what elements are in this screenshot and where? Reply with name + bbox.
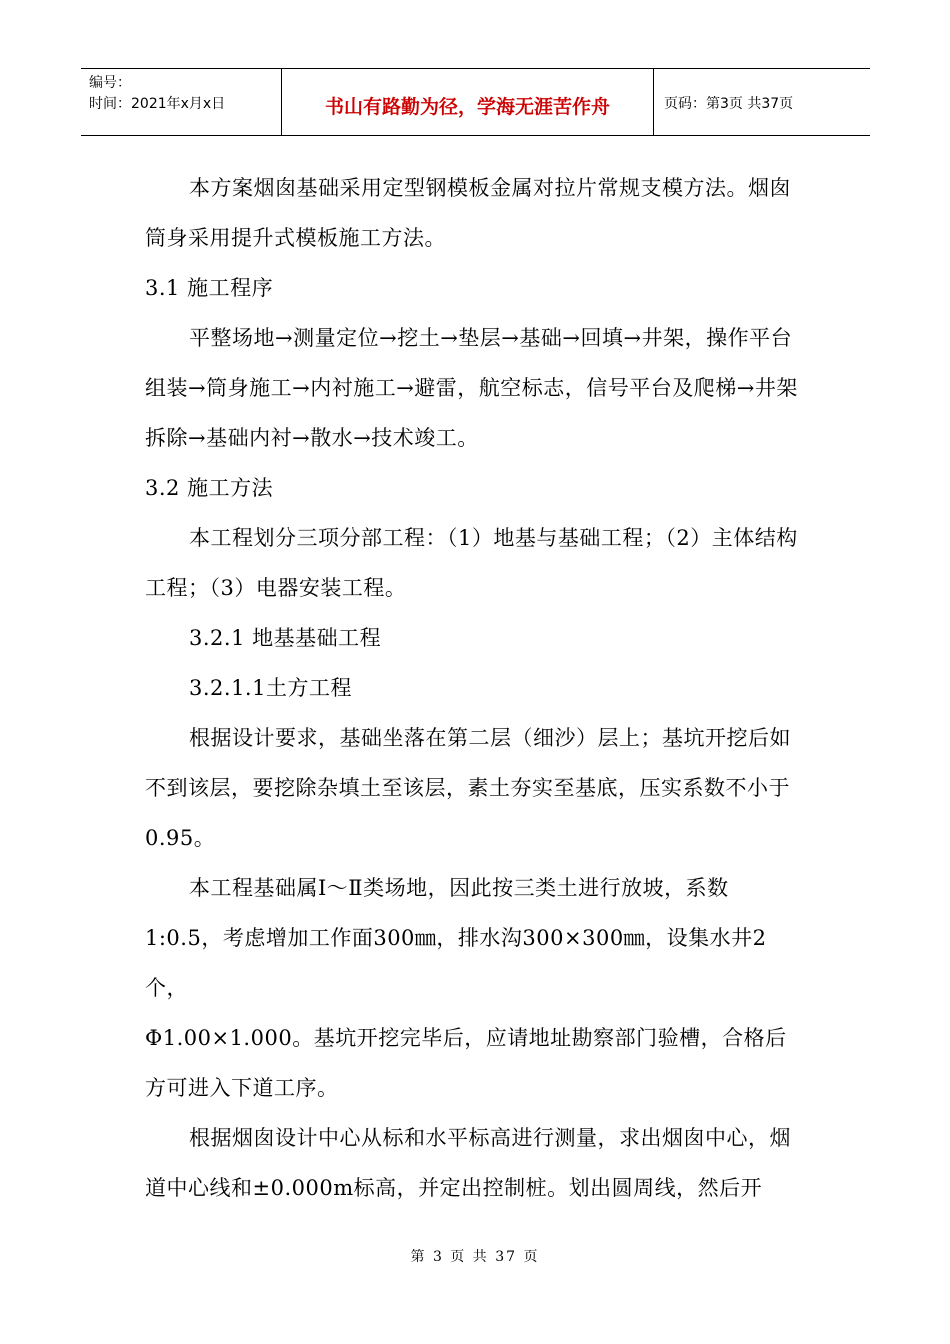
paragraph: 本工程划分三项分部工程：（1）地基与基础工程；（2）主体结构工程；（3）电器安装工程。 [145, 526, 798, 600]
section-heading: 3.1 施工程序 [145, 276, 274, 300]
header-number: 编号： [89, 75, 131, 91]
subsection-heading: 3.2.1.1土方工程 [189, 676, 352, 700]
paragraph: 平整场地→测量定位→挖土→垫层→基础→回填→井架，操作平台组装→筒身施工→内衬施工→避雷，航空标志，信号平台及爬梯→井架拆除→基础内衬→散水→技术竣工。 [145, 326, 798, 450]
header-motto: 书山有路勤为径，学海无涯苦作舟 [282, 69, 654, 135]
section-heading: 3.2 施工方法 [145, 476, 274, 500]
paragraph: Φ1.00×1.000。基坑开挖完毕后，应请地址勘察部门验槽，合格后方可进入下道工序。 [145, 1026, 787, 1100]
header-meta [81, 69, 282, 135]
header-time: 时间：2021年x月x日 [89, 96, 226, 112]
paragraph: 根据烟囱设计中心从标和水平标高进行测量，求出烟囱中心，烟道中心线和±0.000m标高，并定出控制桩。划出圆周线，然后开 [145, 1126, 791, 1200]
paragraph: 本工程基础属Ⅰ～Ⅱ类场地，因此按三类土进行放坡，系数1:0.5，考虑增加工作面300㎜，排水沟300×300㎜，设集水井2个， [145, 876, 767, 1000]
header-page-info: 页码：第3页 共37页 [664, 96, 794, 112]
subsection-heading: 3.2.1 地基基础工程 [189, 626, 382, 650]
body-text [145, 163, 805, 1213]
paragraph: 根据设计要求，基础坐落在第二层（细沙）层上；基坑开挖后如不到该层，要挖除杂填土至该层，素土夯实至基底，压实系数不小于0.95。 [145, 726, 791, 850]
page-footer: 第 3 页 共 37 页 [410, 1249, 540, 1265]
page-header [81, 68, 870, 136]
paragraph: 本方案烟囱基础采用定型钢模板金属对拉片常规支模方法。烟囱筒身采用提升式模板施工方法。 [145, 176, 791, 250]
